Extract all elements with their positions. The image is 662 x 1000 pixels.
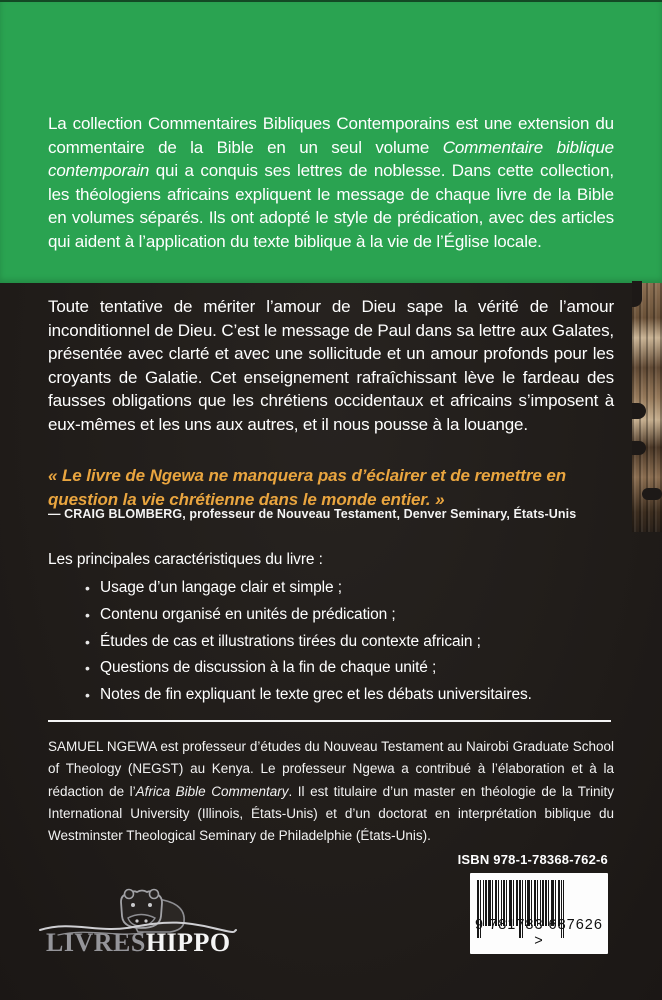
front-cover-art-sliver bbox=[632, 283, 662, 532]
feature-text: Usage d’un langage clair et simple ; bbox=[100, 579, 342, 596]
publisher-logo-text bbox=[46, 928, 231, 958]
feature-text: Études de cas et illustrations tirées du contexte africain ; bbox=[100, 632, 481, 650]
bullet-icon: • bbox=[85, 633, 90, 650]
feature-text: Contenu organisé en unités de prédication ; bbox=[100, 605, 396, 623]
feature-text: Notes de fin expliquant le texte grec et les débats universitaires. bbox=[100, 686, 532, 704]
isbn-label: ISBN 978-1-78368-762-6 bbox=[457, 852, 608, 867]
publisher-logo bbox=[38, 878, 238, 968]
author-bio-italic-title: Africa Bible Commentary bbox=[135, 783, 289, 799]
collection-blurb bbox=[48, 112, 614, 253]
list-item bbox=[48, 629, 614, 656]
collection-blurb-text-2: qui a conquis ses lettres de noblesse. Dans cette collection, les théologiens africains expliquent le message de chaque livre de la Bible en volumes séparés. Ils ont adopté le style de prédication, avec des articles qui aident à l’application du texte biblique à la vie de l’Église locale. bbox=[48, 161, 614, 251]
author-bio-text: SAMUEL NGEWA est professeur d’études du Nouveau Testament au Nairobi Graduate School of Theology (NEGST) au Kenya. Le professeur Ngewa a contribué à l’élaboration et à la rédaction de l’ bbox=[48, 739, 614, 799]
logo-text-hippo: HIPPO bbox=[145, 928, 231, 957]
list-item bbox=[48, 602, 614, 629]
collection-blurb-text: La collection Commentaires Bibliques Contemporains est une extension du commentaire de la Bible en un seul volume bbox=[48, 114, 614, 157]
logo-text-livres: LIVRES bbox=[46, 928, 146, 957]
list-item bbox=[48, 682, 614, 709]
features-list bbox=[48, 575, 614, 709]
feature-text: Questions de discussion à la fin de chaque unité ; bbox=[100, 659, 437, 677]
list-item bbox=[48, 575, 614, 602]
author-bio-text-2: . Il est titulaire d’un master en théologie de la Trinity International University (Illinois, États-Unis) et d’un doctorat en interprétation biblique du Westminster Theological Seminary de Philadelphie (États-Unis). bbox=[48, 783, 614, 844]
bullet-icon: • bbox=[85, 687, 90, 704]
list-item bbox=[48, 655, 614, 682]
barcode-digits: 9 781783 687626 > bbox=[475, 917, 603, 949]
author-bio bbox=[48, 736, 614, 847]
features-heading: Les principales caractéristiques du livre : bbox=[48, 551, 323, 568]
book-description: Toute tentative de mériter l’amour de Dieu sape la vérité de l’amour inconditionnel de Dieu. C’est le message de Paul dans sa lettre aux Galates, présentée avec clarté et avec une sollicitude et un amour profonds pour les croyants de Galatie. Cet enseignement rafraîchissant lève le fardeau des fausses obligations que les chrétiens occidentaux et africains s’imposent à eux-mêmes et les uns aux autres, et il nous pousse à la louange. bbox=[48, 297, 614, 434]
art-notch bbox=[632, 281, 642, 307]
art-notch bbox=[642, 488, 662, 500]
collection-blurb-panel bbox=[0, 0, 662, 283]
collection-blurb-italic-title: Commentaire biblique contemporain bbox=[48, 137, 614, 180]
ean-barcode bbox=[470, 873, 608, 954]
endorsement-quote: « Le livre de Ngewa ne manquera pas d’éclairer et de remettre en question la vie chrétienne dans le monde entier. » bbox=[48, 466, 566, 509]
art-notch bbox=[632, 441, 646, 455]
bullet-icon: • bbox=[85, 580, 90, 596]
endorsement-attribution: — CRAIG BLOMBERG, professeur de Nouveau Testament, Denver Seminary, États-Unis bbox=[48, 507, 577, 521]
art-notch bbox=[632, 403, 646, 419]
bullet-icon: • bbox=[85, 660, 90, 677]
section-divider bbox=[48, 720, 611, 722]
bullet-icon: • bbox=[85, 606, 90, 623]
